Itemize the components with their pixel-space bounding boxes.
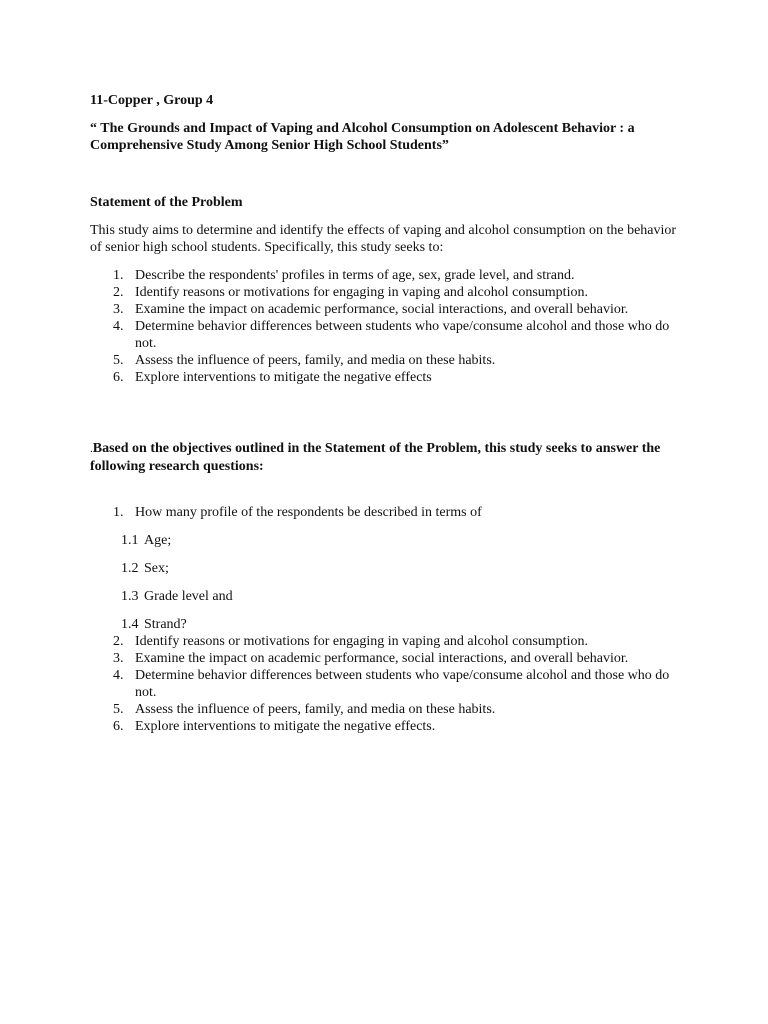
list-item	[90, 301, 680, 318]
list-number: 4.	[113, 319, 124, 334]
list-text: Identify reasons or motivations for engaging in vaping and alcohol consumption.	[135, 634, 588, 649]
research-questions-heading	[90, 440, 680, 475]
list-text: How many profile of the respondents be described in terms of	[135, 505, 482, 520]
sub-text: Strand?	[144, 617, 187, 632]
list-text: Explore interventions to mitigate the negative effects.	[135, 719, 436, 734]
list-item	[90, 352, 680, 369]
list-item	[90, 318, 680, 352]
spacer	[90, 386, 680, 440]
group-label: 11-Copper , Group 4	[90, 93, 214, 108]
research-questions-list-continued	[90, 633, 680, 718]
list-item	[90, 667, 680, 701]
sub-item	[90, 560, 680, 577]
sub-number: 1.2	[121, 561, 139, 576]
sub-number: 1.1	[121, 533, 139, 548]
list-number: 6.	[113, 370, 124, 385]
list-item	[90, 267, 680, 284]
list-text: Examine the impact on academic performance, social interactions, and overall behavior.	[135, 302, 629, 317]
sub-text: Age;	[144, 533, 172, 548]
list-text: Examine the impact on academic performance, social interactions, and overall behavior.	[135, 651, 629, 666]
list-item	[90, 650, 680, 667]
list-number: 1.	[113, 268, 124, 283]
research-questions-list-final	[90, 718, 680, 735]
list-number: 4.	[113, 668, 124, 683]
list-number: 5.	[113, 353, 124, 368]
sub-number: 1.3	[121, 589, 139, 604]
document-page	[90, 92, 680, 735]
sub-item	[90, 532, 680, 549]
research-heading-text: Based on the objectives outlined in the Statement of the Problem, this study seeks to answer the following research questions:	[90, 441, 661, 474]
leading-dot: .	[90, 443, 93, 455]
sub-item	[90, 616, 680, 633]
list-text: Describe the respondents' profiles in terms of age, sex, grade level, and strand.	[135, 268, 575, 283]
list-text: Explore interventions to mitigate the negative effects	[135, 370, 432, 385]
sub-item	[90, 588, 680, 605]
sub-text: Grade level and	[144, 589, 233, 604]
list-text: Assess the influence of peers, family, and media on these habits.	[135, 353, 496, 368]
list-item	[90, 369, 680, 386]
list-number: 3.	[113, 302, 124, 317]
sub-number: 1.4	[121, 617, 139, 632]
list-item	[90, 701, 680, 718]
list-number: 6.	[113, 719, 124, 734]
list-text: Determine behavior differences between students who vape/consume alcohol and those who do not.	[135, 668, 670, 700]
list-text: Assess the influence of peers, family, and media on these habits.	[135, 702, 496, 717]
list-item	[90, 504, 680, 521]
document-title: “ The Grounds and Impact of Vaping and Alcohol Consumption on Adolescent Behavior : a Comprehensive Study Among Senior High School Students”	[90, 121, 635, 153]
list-item	[90, 284, 680, 301]
list-text: Determine behavior differences between students who vape/consume alcohol and those who do not.	[135, 319, 670, 351]
statement-intro: This study aims to determine and identify the effects of vaping and alcohol consumption on the behavior of senior high school students. Specifically, this study seeks to:	[90, 223, 677, 255]
list-number: 3.	[113, 651, 124, 666]
list-item	[90, 718, 680, 735]
list-item	[90, 633, 680, 650]
list-number: 2.	[113, 634, 124, 649]
list-number: 5.	[113, 702, 124, 717]
sub-text: Sex;	[144, 561, 169, 576]
statement-heading: Statement of the Problem	[90, 195, 243, 210]
list-number: 2.	[113, 285, 124, 300]
list-number: 1.	[113, 505, 124, 520]
list-text: Identify reasons or motivations for engaging in vaping and alcohol consumption.	[135, 285, 588, 300]
objectives-list	[90, 267, 680, 386]
research-questions-list	[90, 504, 680, 521]
